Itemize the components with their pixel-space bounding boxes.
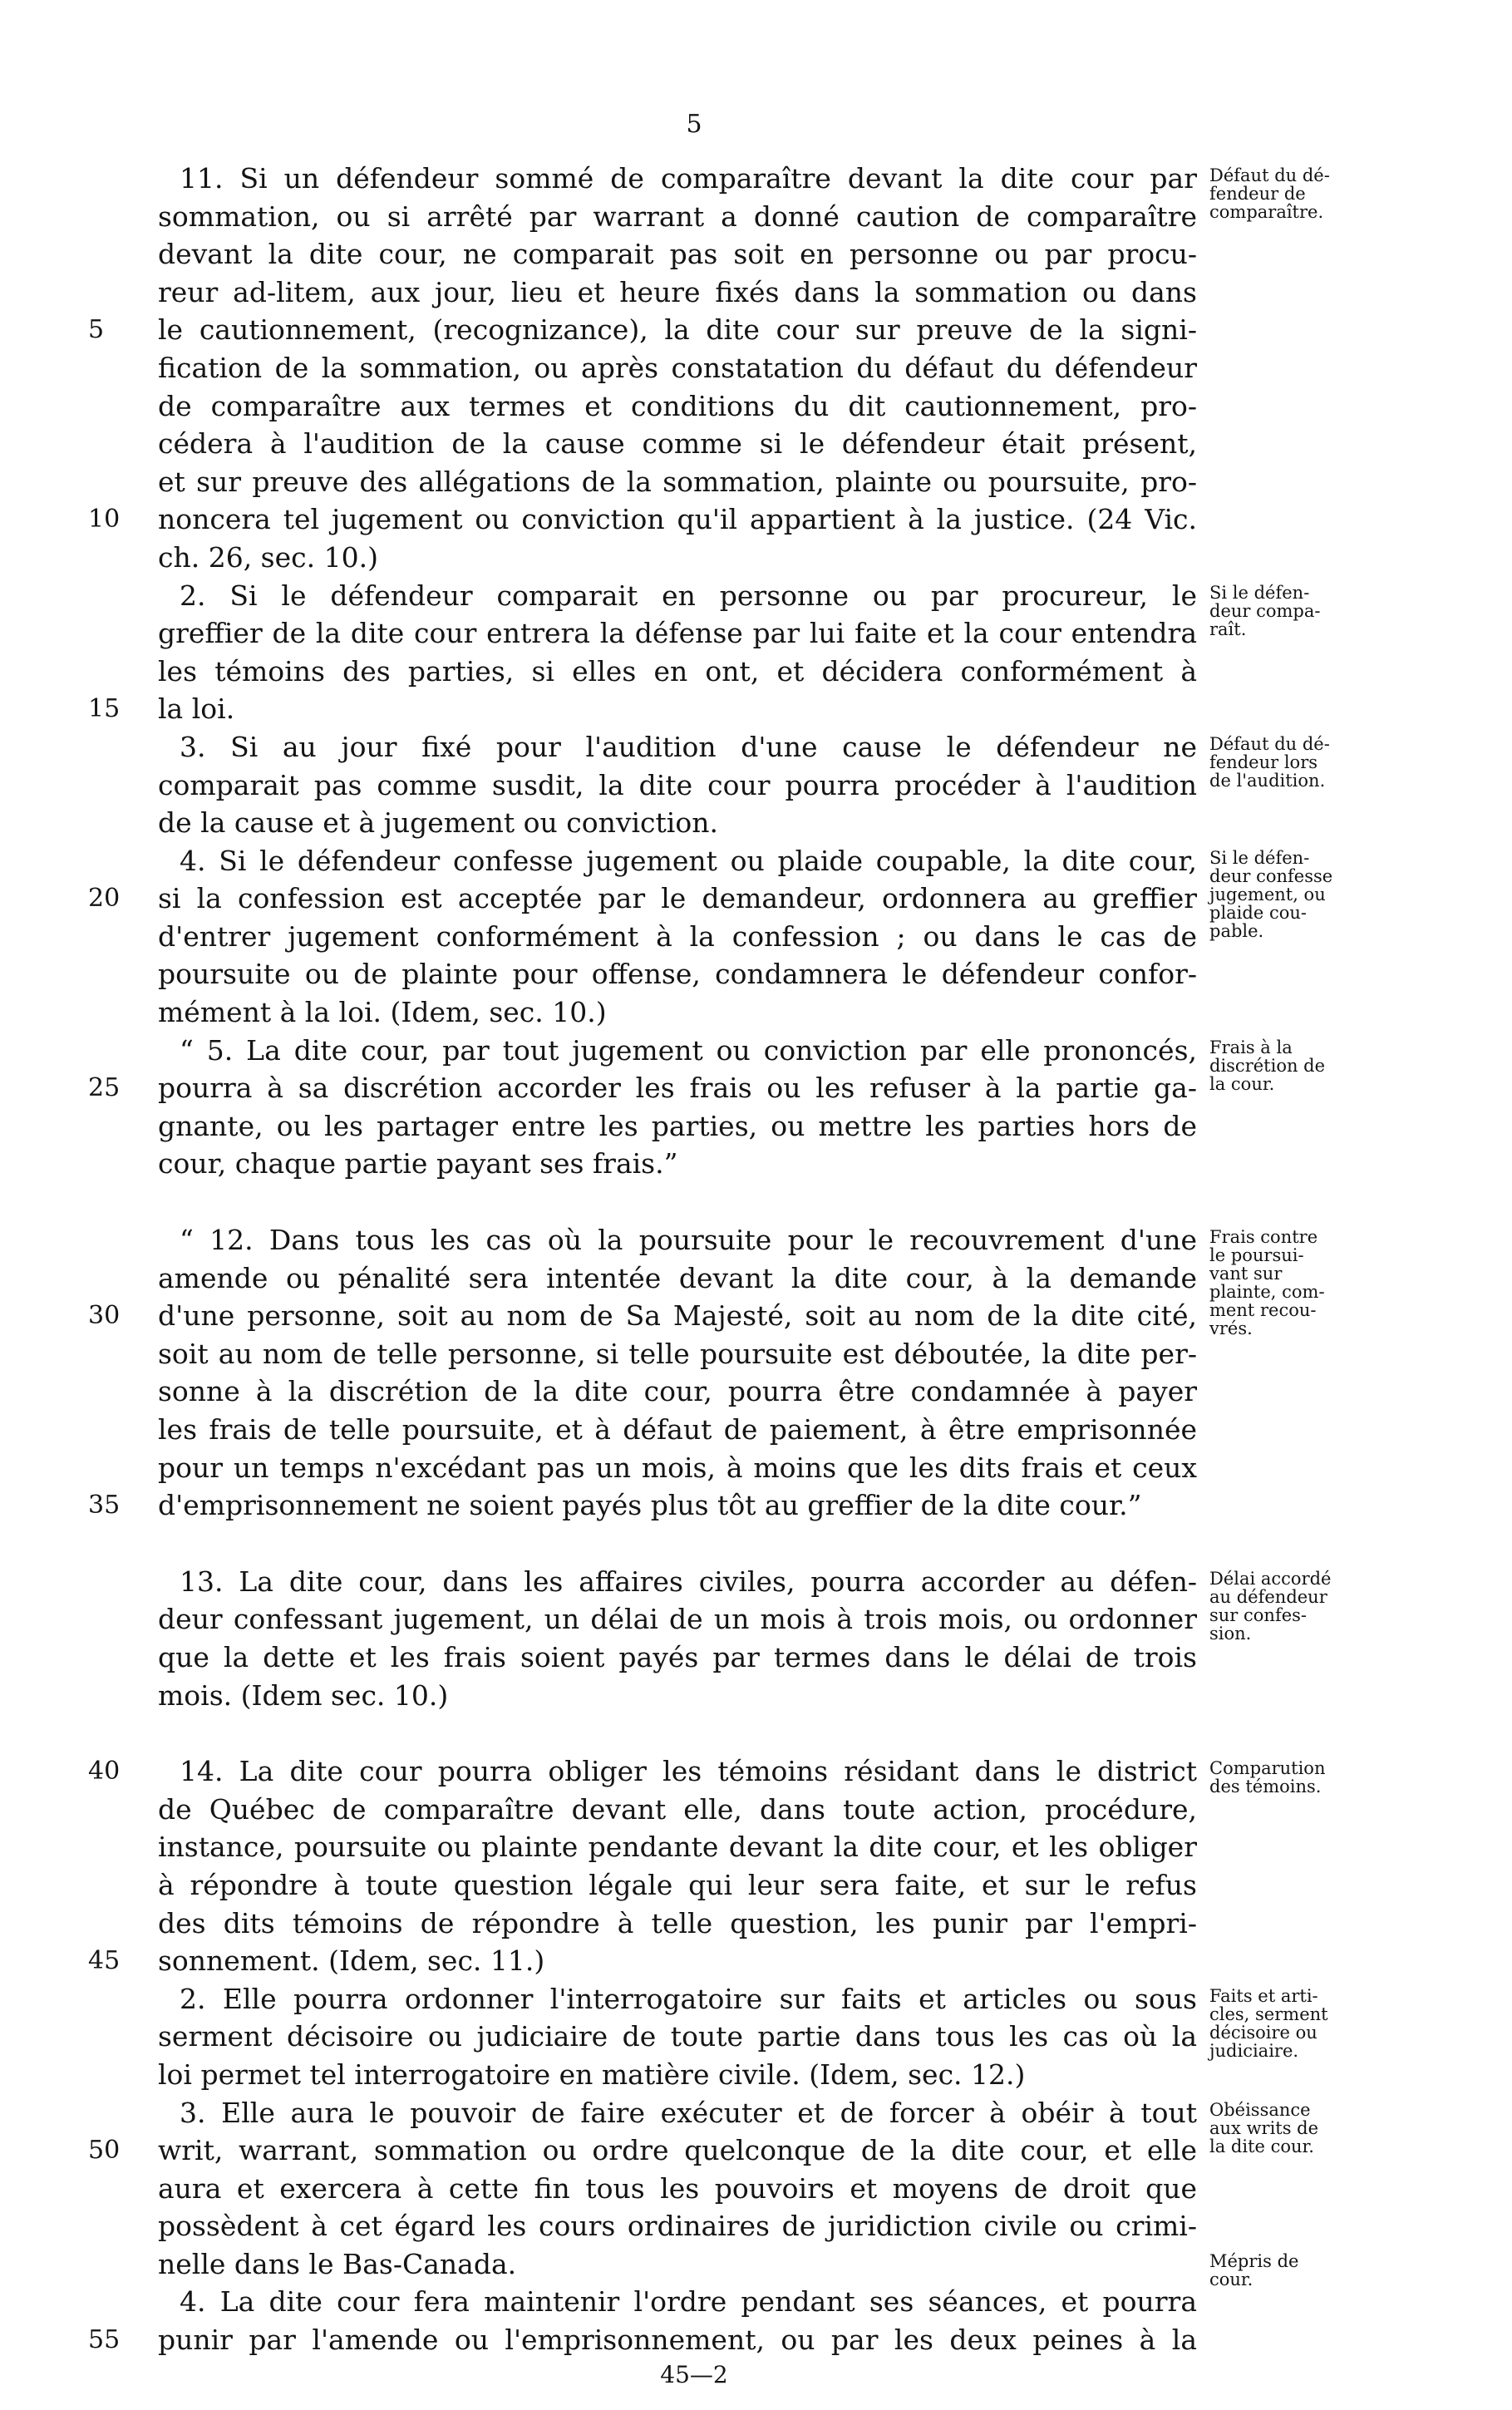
line-text: serment décisoire ou judiciaire de toute partie dans tous les cas où la [158,2020,1197,2053]
margin-note-line: raît. [1209,619,1247,639]
text-line [0,653,1512,691]
margin-note-line: Délai accordé [1209,1568,1332,1589]
margin-note-line: jugement, ou [1209,884,1326,904]
line-number: 55 [88,2325,121,2355]
line-text: greffier de la dite cour entrera la défense par lui faite et la cour entendra [158,617,1197,650]
body-text [0,160,1512,2359]
margin-note-line: vrés. [1209,1318,1253,1339]
margin-note-line: deur compa- [1209,600,1321,621]
line-text: “ 5. La dite cour, par tout jugement ou conviction par elle prononcés, [180,1033,1197,1067]
line-text: sommation, ou si arrêté par warrant a donné caution de comparaître [158,200,1197,233]
margin-note-line: au défendeur [1209,1586,1327,1607]
text-line [0,2018,1512,2056]
text-line [0,349,1512,387]
margin-note-line: Si le défen- [1209,582,1310,603]
margin-note-line: la dite cour. [1209,2136,1314,2156]
text-line [0,1600,1512,1639]
margin-note-line: Si le défen- [1209,847,1310,868]
line-text: fication de la sommation, ou après constatation du défaut du défendeur [158,351,1197,384]
line-text: gnante, ou les partager entre les parties, ou mettre les parties hors de [158,1109,1197,1142]
text-line [0,766,1512,805]
margin-note-line: Faits et arti- [1209,1985,1318,2006]
text-line [0,2245,1512,2289]
text-line [0,2056,1512,2094]
text-line [0,918,1512,956]
margin-note-line: la cour. [1209,1073,1275,1094]
signature-mark: 45—2 [660,2361,728,2388]
line-text: “ 12. Dans tous les cas où la poursuite pour le recouvrement d'une [180,1224,1197,1257]
margin-note-line: comparaître. [1209,202,1324,222]
margin-note-line: Frais à la [1209,1037,1293,1057]
margin-note-line: Comparution [1209,1758,1326,1779]
line-text: 4. Si le défendeur confesse jugement ou plaide coupable, la dite cour, [180,844,1197,877]
section-gap [0,1525,1512,1563]
text-line [0,1639,1512,1677]
text-line [0,235,1512,274]
line-number: 5 [88,315,105,345]
line-text: 13. La dite cour, dans les affaires civiles, pourra accorder au défen- [180,1565,1197,1598]
line-text: writ, warrant, sommation ou ordre quelconque de la dite cour, et elle [158,2134,1197,2167]
text-section [0,160,1512,1183]
margin-note-line: vant sur [1209,1264,1283,1284]
text-line [0,690,1512,728]
text-line [0,1297,1512,1335]
text-line [0,993,1512,1032]
text-line [0,425,1512,463]
line-number: 40 [88,1757,121,1787]
line-text: punir par l'amende ou l'emprisonnement, ou par les deux peines à la [158,2324,1197,2357]
line-number: 10 [88,505,121,535]
text-line [0,274,1512,312]
line-text: 3. Si au jour fixé pour l'audition d'une cause le défendeur ne [180,730,1197,763]
text-line [0,311,1512,349]
line-text: amende ou pénalité sera intentée devant la dite cour, à la demande [158,1261,1197,1294]
text-line [0,1486,1512,1525]
text-line [0,1335,1512,1373]
text-line [0,1866,1512,1905]
text-line [0,1791,1512,1829]
text-line [0,614,1512,653]
margin-note-line: Défaut du dé- [1209,733,1330,754]
line-text: d'emprisonnement ne soient payés plus tôt au greffier de la dite cour.” [158,1489,1142,1522]
line-text: de Québec de comparaître devant elle, dans toute action, procédure, [158,1792,1197,1826]
text-line [0,1145,1512,1183]
line-text: des dits témoins de répondre à telle question, les punir par l'empri- [158,1906,1197,1939]
margin-note-line: plaide cou- [1209,902,1307,923]
line-number: 15 [88,694,121,724]
line-text: à répondre à toute question légale qui leur sera faite, et sur le refus [158,1868,1197,1901]
line-number: 30 [88,1301,121,1331]
line-text: soit au nom de telle personne, si telle poursuite est déboutée, la dite per- [158,1337,1197,1370]
text-line [0,955,1512,993]
line-number: 20 [88,884,121,914]
margin-note-line: Mépris de [1209,2250,1299,2271]
text-line [0,1942,1512,1980]
line-text: aura et exercera à cette fin tous les pouvoirs et moyens de droit que [158,2171,1197,2205]
line-text: poursuite ou de plainte pour offense, condamnera le défendeur confor- [158,958,1197,991]
text-line [0,2132,1512,2170]
margin-note-line: cour. [1209,2269,1253,2289]
line-number: 45 [88,1946,121,1976]
line-text: et sur preuve des allégations de la sommation, plainte ou poursuite, pro- [158,465,1197,498]
line-text: 14. La dite cour pourra obliger les témoins résidant dans le district [180,1755,1197,1788]
line-number: 25 [88,1073,121,1103]
text-line [0,804,1512,842]
margin-note-line: de l'audition. [1209,770,1326,791]
margin-note-line: ment recou- [1209,1300,1317,1321]
margin-note-line: fendeur de [1209,184,1306,204]
line-text: noncera tel jugement ou conviction qu'il appartient à la justice. (24 Vic. [158,503,1197,536]
text-line [0,880,1512,918]
margin-note-line: fendeur lors [1209,752,1318,772]
line-text: le cautionnement, (recognizance), la dite cour sur preuve de la signi- [158,313,1197,347]
text-section [0,1752,1512,2359]
line-text: d'entrer jugement conformément à la confession ; ou dans le cas de [158,919,1197,953]
line-text: la loi. [158,692,235,726]
line-text: mément à la loi. (Idem, sec. 10.) [158,996,607,1029]
line-text: cédera à l'audition de la cause comme si le défendeur était présent, [158,427,1197,461]
line-number: 35 [88,1491,121,1520]
text-line [0,1069,1512,1107]
section-gap [0,1714,1512,1752]
line-text: instance, poursuite ou plainte pendante devant la dite cour, et les obliger [158,1831,1197,1864]
line-text: sonne à la discrétion de la dite cour, pourra être condamnée à payer [158,1375,1197,1408]
line-text: de la cause et à jugement ou conviction. [158,806,718,840]
line-text: nelle dans le Bas-Canada. [158,2247,517,2280]
line-text: comparait pas comme susdit, la dite cour pourra procéder à l'audition [158,768,1197,801]
margin-note-line: plainte, com- [1209,1282,1325,1303]
margin-note-line: Frais contre [1209,1227,1318,1248]
line-text: que la dette et les frais soient payés par termes dans le délai de trois [158,1640,1197,1673]
margin-note-line: sur confes- [1209,1604,1308,1625]
line-text: reur ad-litem, aux jour, lieu et heure fixés dans la sommation ou dans [158,275,1197,308]
line-text: pourra à sa discrétion accorder les frais ou les refuser à la partie ga- [158,1072,1197,1105]
text-line [0,2170,1512,2208]
margin-note-line: judiciaire. [1209,2040,1299,2061]
text-line [0,1828,1512,1866]
text-line [0,198,1512,236]
line-text: mois. (Idem sec. 10.) [158,1678,449,1712]
text-line [0,1373,1512,1411]
text-section [0,1563,1512,1714]
margin-note-line: deur confesse [1209,865,1333,886]
text-line [0,387,1512,426]
text-line [0,500,1512,539]
line-text: devant la dite cour, ne comparait pas soit en personne ou par procu- [158,238,1197,271]
line-text: ch. 26, sec. 10.) [158,540,378,574]
line-text: cour, chaque partie payant ses frais.” [158,1147,678,1180]
margin-note-line: des témoins. [1209,1777,1322,1797]
line-text: sonnement. (Idem, sec. 11.) [158,1944,545,1978]
line-text: si la confession est acceptée par le demandeur, ordonnera au greffier [158,882,1197,915]
margin-note-line: discrétion de [1209,1055,1326,1076]
line-text: de comparaître aux termes et conditions du dit cautionnement, pro- [158,389,1197,422]
margin-note-line: sion. [1209,1623,1252,1644]
margin-note-line: pable. [1209,920,1264,941]
line-text: 11. Si un défendeur sommé de comparaître devant la dite cour par [180,162,1197,195]
text-line [0,1259,1512,1298]
line-text: 2. Si le défendeur comparait en personne ou par procureur, le [180,579,1197,612]
text-line [0,1752,1512,1797]
line-text: pour un temps n'excédant pas un mois, à moins que les dits frais et ceux [158,1451,1197,1484]
text-section [0,1221,1512,1525]
line-number: 50 [88,2136,121,2166]
text-line [0,1449,1512,1487]
section-gap [0,1183,1512,1221]
text-line [0,2283,1512,2321]
line-text: deur confessant jugement, un délai de un mois à trois mois, ou ordonner [158,1603,1197,1636]
text-line [0,539,1512,577]
text-line [0,1107,1512,1146]
text-line [0,2207,1512,2245]
line-text: 2. Elle pourra ordonner l'interrogatoire sur faits et articles ou sous [180,1982,1197,2015]
line-text: 4. La dite cour fera maintenir l'ordre pendant ses séances, et pourra [180,2285,1197,2319]
margin-note-line: le poursui- [1209,1245,1304,1266]
line-text: les frais de telle poursuite, et à défaut de paiement, à être emprisonnée [158,1413,1197,1446]
line-text: 3. Elle aura le pouvoir de faire exécuter et de forcer à obéir à tout [180,2096,1197,2129]
text-line [0,1905,1512,1943]
line-text: les témoins des parties, si elles en ont, et décidera conformément à [158,654,1197,688]
text-line [0,2321,1512,2359]
margin-note-line: cles, serment [1209,2003,1328,2024]
margin-note-line: Défaut du dé- [1209,165,1330,185]
page-number: 5 [686,110,702,139]
margin-note-line: Obéissance [1209,2099,1311,2120]
line-text: loi permet tel interrogatoire en matière civile. (Idem, sec. 12.) [158,2058,1026,2091]
text-line [0,1677,1512,1715]
text-line [0,1411,1512,1449]
text-line [0,463,1512,501]
margin-note-line: décisoire ou [1209,2022,1317,2043]
line-text: possèdent à cet égard les cours ordinaires de juridiction civile ou crimi- [158,2210,1197,2243]
line-text: d'une personne, soit au nom de Sa Majesté, soit au nom de la dite cité, [158,1299,1197,1333]
margin-note-line: aux writs de [1209,2117,1319,2138]
